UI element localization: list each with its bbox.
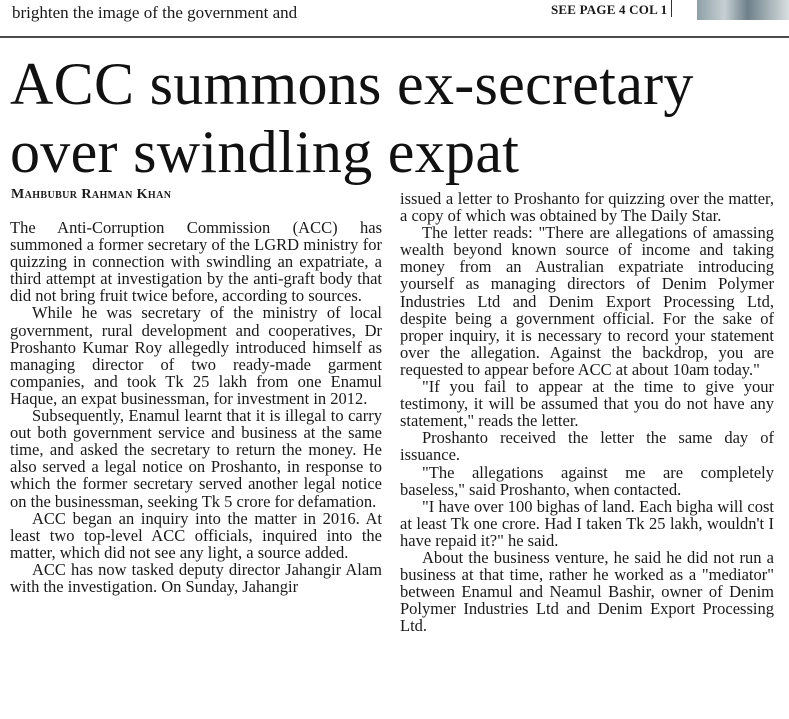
paragraph: While he was secretary of the ministry of local government, rural development and cooperatives, Dr Proshanto Kumar Roy allegedly introduced himself as managing director of two ready-made garment companies, and took Tk 25 lakh from one Enamul Haque, an expat businessman, for investment in 2012.	[10, 303, 382, 408]
paragraph: "If you fail to appear at the time to give your testimony, it will be assumed that you do not have any statement," reads the letter.	[400, 377, 774, 431]
paragraph: ACC began an inquiry into the matter in 2016. At least two top-level ACC officials, inquired into the matter, which did not see any light, a source added.	[10, 508, 382, 562]
paragraph: ACC has now tasked deputy director Jahangir Alam with the investigation. On Sunday, Jahangir	[10, 559, 382, 596]
paragraph: Proshanto received the letter the same day of issuance.	[400, 428, 774, 465]
paragraph: issued a letter to Proshanto for quizzing over the matter, a copy of which was obtained by The Daily Star.	[400, 189, 774, 226]
article-column-2	[400, 190, 774, 634]
paragraph: About the business venture, he said he did not run a business at that time, rather he worked as a "mediator" between Enamul and Neamul Bashir, owner of Denim Polymer Industries Ltd and Denim Export Processing Ltd.	[400, 547, 774, 636]
paragraph: The Anti-Corruption Commission (ACC) has summoned a former secretary of the LGRD ministry for quizzing in connection with swindling an expatriate, a third attempt at investigation by the anti-graft body that did not bring fruit twice before, according to sources.	[10, 218, 382, 306]
headline	[10, 50, 780, 186]
see-page-jump-link[interactable]: SEE PAGE 4 COL 1	[551, 2, 668, 17]
article-column-1	[10, 219, 382, 595]
paragraph: The letter reads: "There are allegations of amassing wealth beyond known source of income and taking money from an Australian expatriate introducing yourself as managing directors of Denim Polymer Industries Ltd and Denim Export Processing Ltd, despite being a government official. For the sake of proper inquiry, it is necessary to record your statement over the allegation. Against the backdrop, you are requested to appear before ACC at about 10am today."	[400, 223, 774, 379]
section-divider	[0, 36, 789, 38]
previous-story-continuation: brighten the image of the government and	[12, 3, 298, 22]
paragraph: Subsequently, Enamul learnt that it is illegal to carry out both government service and business at the same time, and asked the secretary to return the money. He also served a legal notice on Proshanto, in response to which the former secretary served another legal notice on the businessman, seeking Tk 5 crore for defamation.	[10, 406, 382, 511]
adjacent-photo	[697, 0, 789, 20]
previous-story-strip	[0, 0, 789, 36]
headline-line-2: over swindling expat	[10, 119, 520, 185]
byline: Mahbubur Rahman Khan	[11, 187, 172, 202]
paragraph: "I have over 100 bighas of land. Each bigha will cost at least Tk one crore. Had I taken Tk 25 lakh, wouldn't I have repaid it?" he said.	[400, 496, 774, 550]
headline-line-1: ACC summons ex-secretary	[10, 51, 694, 117]
column-separator	[671, 0, 672, 17]
paragraph: "The allegations against me are completely baseless," said Proshanto, when contacted.	[400, 462, 774, 499]
